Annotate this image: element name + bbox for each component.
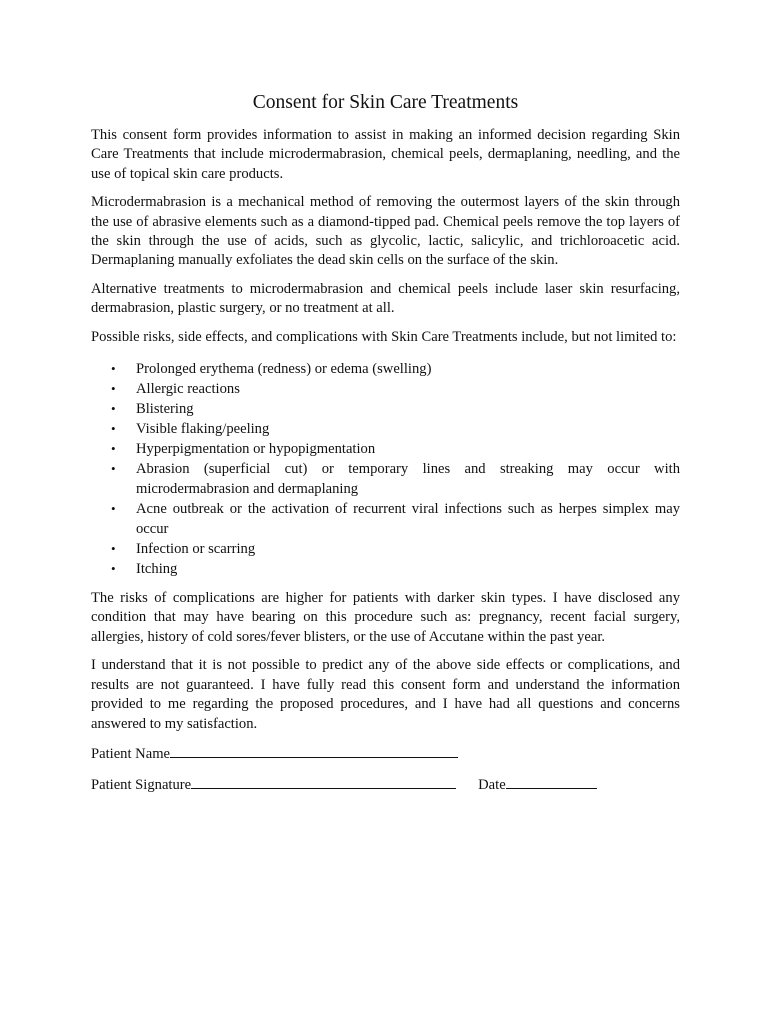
list-item <box>91 559 680 579</box>
risk-text: Acne outbreak or the activation of recurrent viral infections such as herpes simplex may occur <box>136 501 680 538</box>
bullet-icon: • <box>111 501 116 517</box>
definitions-paragraph: Microdermabrasion is a mechanical method of removing the outermost layers of the skin through the use of abrasive elements such as a diamond-tipped pad. Chemical peels remove the top layers of the skin through the use of acids, such as glycolic, lactic, salicylic, and trichloroacetic acid. Dermaplaning manually exfoliates the dead skin cells on the surface of the skin. <box>91 194 680 269</box>
risk-text: Blistering <box>136 401 194 418</box>
understanding-paragraph: I understand that it is not possible to predict any of the above side effects or complications, and results are not guaranteed. I have fully read this consent form and understand the information provided to me regarding the proposed procedures, and I have had all questions and concerns answered to my satisfaction. <box>91 657 680 732</box>
list-item <box>91 399 680 419</box>
bullet-icon: • <box>111 381 116 397</box>
risks-list <box>91 359 680 579</box>
list-item <box>91 359 680 379</box>
risk-text: Visible flaking/peeling <box>136 421 270 438</box>
bullet-icon: • <box>111 421 116 437</box>
bullet-icon: • <box>111 461 116 477</box>
list-item <box>91 419 680 439</box>
bullet-icon: • <box>111 361 116 377</box>
patient-signature-field[interactable] <box>191 774 456 789</box>
risk-text: Infection or scarring <box>136 541 256 558</box>
patient-signature-row <box>91 774 680 795</box>
list-item <box>91 539 680 559</box>
risk-text: Prolonged erythema (redness) or edema (swelling) <box>136 361 432 378</box>
intro-paragraph: This consent form provides information to assist in making an informed decision regarding Skin Care Treatments that include microdermabrasion, chemical peels, dermaplaning, needling, and the use of topical skin care products. <box>91 127 680 182</box>
bullet-icon: • <box>111 401 116 417</box>
alternatives-paragraph: Alternative treatments to microdermabrasion and chemical peels include laser skin resurfacing, dermabrasion, plastic surgery, or no treatment at all. <box>91 280 680 317</box>
consent-document <box>91 90 680 805</box>
list-item <box>91 499 680 539</box>
patient-name-field[interactable] <box>170 743 458 758</box>
date-label: Date <box>478 776 506 793</box>
date-field[interactable] <box>506 774 597 789</box>
page-title: Consent for Skin Care Treatments <box>252 92 519 113</box>
bullet-icon: • <box>111 441 116 457</box>
darker-skin-paragraph: The risks of complications are higher for patients with darker skin types. I have disclosed any condition that may have bearing on this procedure such as: pregnancy, recent facial surgery, allergies, history of cold sores/fever blisters, or the use of Accutane within the past year. <box>91 590 680 645</box>
patient-name-row <box>91 743 680 764</box>
bullet-icon: • <box>111 541 116 557</box>
patient-name-label: Patient Name <box>91 745 171 762</box>
risk-text: Itching <box>136 561 178 578</box>
patient-signature-label: Patient Signature <box>91 776 192 793</box>
bullet-icon: • <box>111 561 116 577</box>
risk-text: Hyperpigmentation or hypopigmentation <box>136 441 376 458</box>
risk-text: Allergic reactions <box>136 381 240 398</box>
list-item <box>91 459 680 499</box>
list-item <box>91 379 680 399</box>
list-item <box>91 439 680 459</box>
risk-text: Abrasion (superficial cut) or temporary lines and streaking may occur with microdermabrasion and dermaplaning <box>136 461 680 498</box>
risks-intro-paragraph: Possible risks, side effects, and complications with Skin Care Treatments include, but not limited to: <box>91 328 677 345</box>
